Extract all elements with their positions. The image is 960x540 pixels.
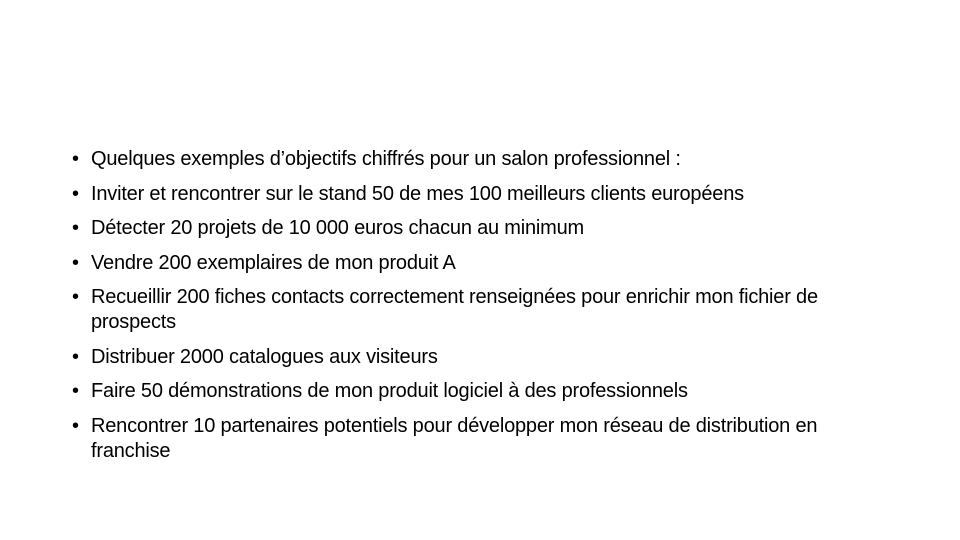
- list-item: [72, 216, 892, 241]
- list-item-text: Quelques exemples d’objectifs chiffrés pour un salon professionnel :: [91, 148, 681, 170]
- list-item-text: Vendre 200 exemplaires de mon produit A: [91, 251, 456, 274]
- list-item: [72, 414, 892, 464]
- list-item: [72, 251, 892, 276]
- list-item: [72, 345, 892, 370]
- objectives-bullet-list: [72, 147, 892, 473]
- bullet-icon: •: [72, 414, 79, 437]
- bullet-icon: •: [72, 380, 79, 402]
- list-item-text: Détecter 20 projets de 10 000 euros chacun au minimum: [91, 217, 585, 239]
- list-item-text: Distribuer 2000 catalogues aux visiteurs: [91, 345, 438, 368]
- bullet-icon: •: [72, 182, 79, 205]
- list-item-text: Inviter et rencontrer sur le stand 50 de mes 100 meilleurs clients européens: [91, 182, 744, 205]
- list-item-text: Faire 50 démonstrations de mon produit logiciel à des professionnels: [91, 380, 688, 402]
- bullet-icon: •: [72, 345, 79, 368]
- bullet-icon: •: [72, 286, 79, 308]
- bullet-icon: •: [72, 148, 79, 170]
- list-item-text: Rencontrer 10 partenaires potentiels pour développer mon réseau de distribution en franchise: [91, 414, 818, 462]
- bullet-icon: •: [72, 217, 79, 239]
- list-item: [72, 285, 892, 335]
- list-item-text: Recueillir 200 fiches contacts correctement renseignées pour enrichir mon fichier de prospects: [91, 286, 818, 333]
- list-item: [72, 182, 892, 207]
- list-item: [72, 379, 892, 404]
- bullet-icon: •: [72, 251, 79, 274]
- list-item: [72, 147, 892, 172]
